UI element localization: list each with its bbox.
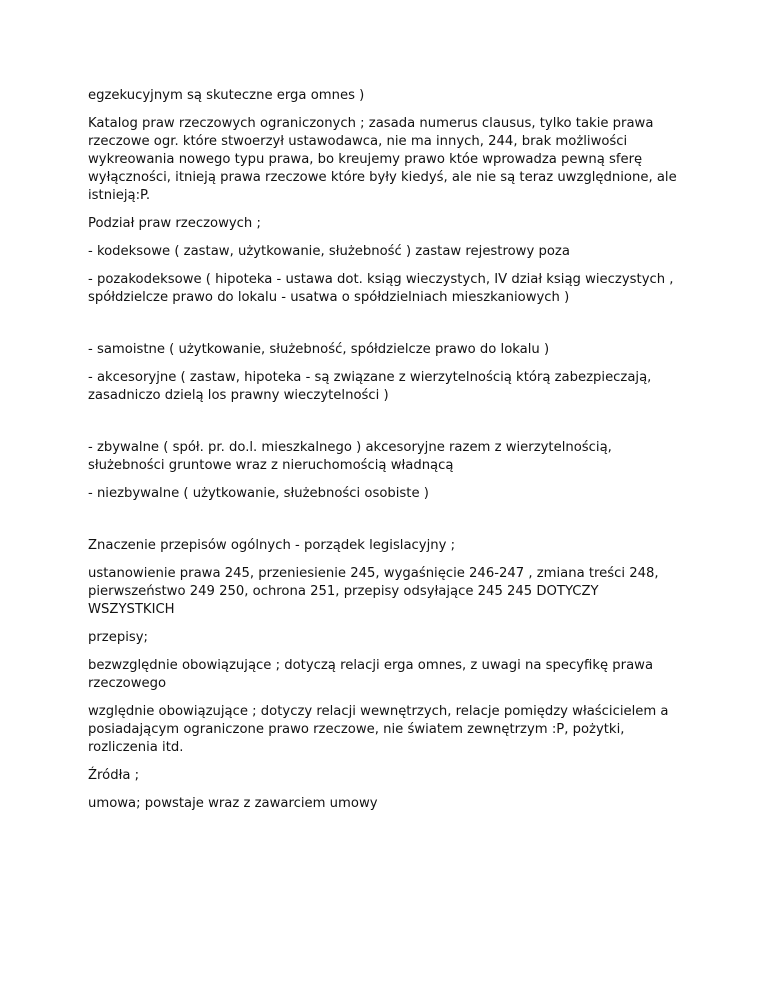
paragraph: egzekucyjnym są skuteczne erga omnes ) [88, 88, 365, 103]
list-item: - akcesoryjne ( zastaw, hipoteka - są związane z wierzytelnością którą zabezpieczają, zasadniczo dzielą los prawny wieczytelności ) [88, 370, 652, 403]
document-page [88, 87, 688, 823]
section-heading: Znaczenie przepisów ogólnych - porządek legislacyjny ; [88, 538, 456, 553]
list-item: - zbywalne ( spół. pr. do.l. mieszkalnego ) akcesoryjne razem z wierzytelnością, służebności gruntowe wraz z nieruchomością władnącą [88, 440, 612, 473]
list-item: - pozakodeksowe ( hipoteka - ustawa dot. ksiąg wieczystych, IV dział ksiąg wieczystych , spółdzielcze prawo do lokalu - usatwa o spółdzielniach mieszkaniowych ) [88, 272, 674, 305]
paragraph: ustanowienie prawa 245, przeniesienie 245, wygaśnięcie 246-247 , zmiana treści 248, pierwszeństwo 249 250, ochrona 251, przepisy odsyłające 245 245 DOTYCZY WSZYSTKICH [88, 566, 659, 617]
paragraph: Katalog praw rzeczowych ograniczonych ; zasada numerus clausus, tylko takie prawa rzeczowe ogr. które stwoerzył ustawodawca, nie ma innych, 244, brak możliwości wykreowania nowego typu prawa, bo kreujemy prawo któe wprowadza pewną sferę wyłączności, itnieją prawa rzeczowe które były kiedyś, ale nie są teraz uwzględnione, ale istnieją:P. [88, 116, 677, 203]
list-item: - kodeksowe ( zastaw, użytkowanie, służebność ) zastaw rejestrowy poza [88, 244, 570, 259]
paragraph: Podział praw rzeczowych ; [88, 216, 261, 231]
paragraph: przepisy; [88, 630, 148, 645]
section-heading: Źródła ; [88, 768, 140, 783]
list-item: - niezbywalne ( użytkowanie, służebności osobiste ) [88, 486, 429, 501]
list-item: - samoistne ( użytkowanie, służebność, spółdzielcze prawo do lokalu ) [88, 342, 550, 357]
paragraph: bezwzględnie obowiązujące ; dotyczą relacji erga omnes, z uwagi na specyfikę prawa rzeczowego [88, 658, 654, 691]
paragraph: umowa; powstaje wraz z zawarciem umowy [88, 796, 378, 811]
paragraph: względnie obowiązujące ; dotyczy relacji wewnętrzych, relacje pomiędzy właścicielem a posiadającym ograniczone prawo rzeczowe, nie światem zewnętrzym :P, pożytki, rozliczenia itd. [88, 704, 669, 755]
